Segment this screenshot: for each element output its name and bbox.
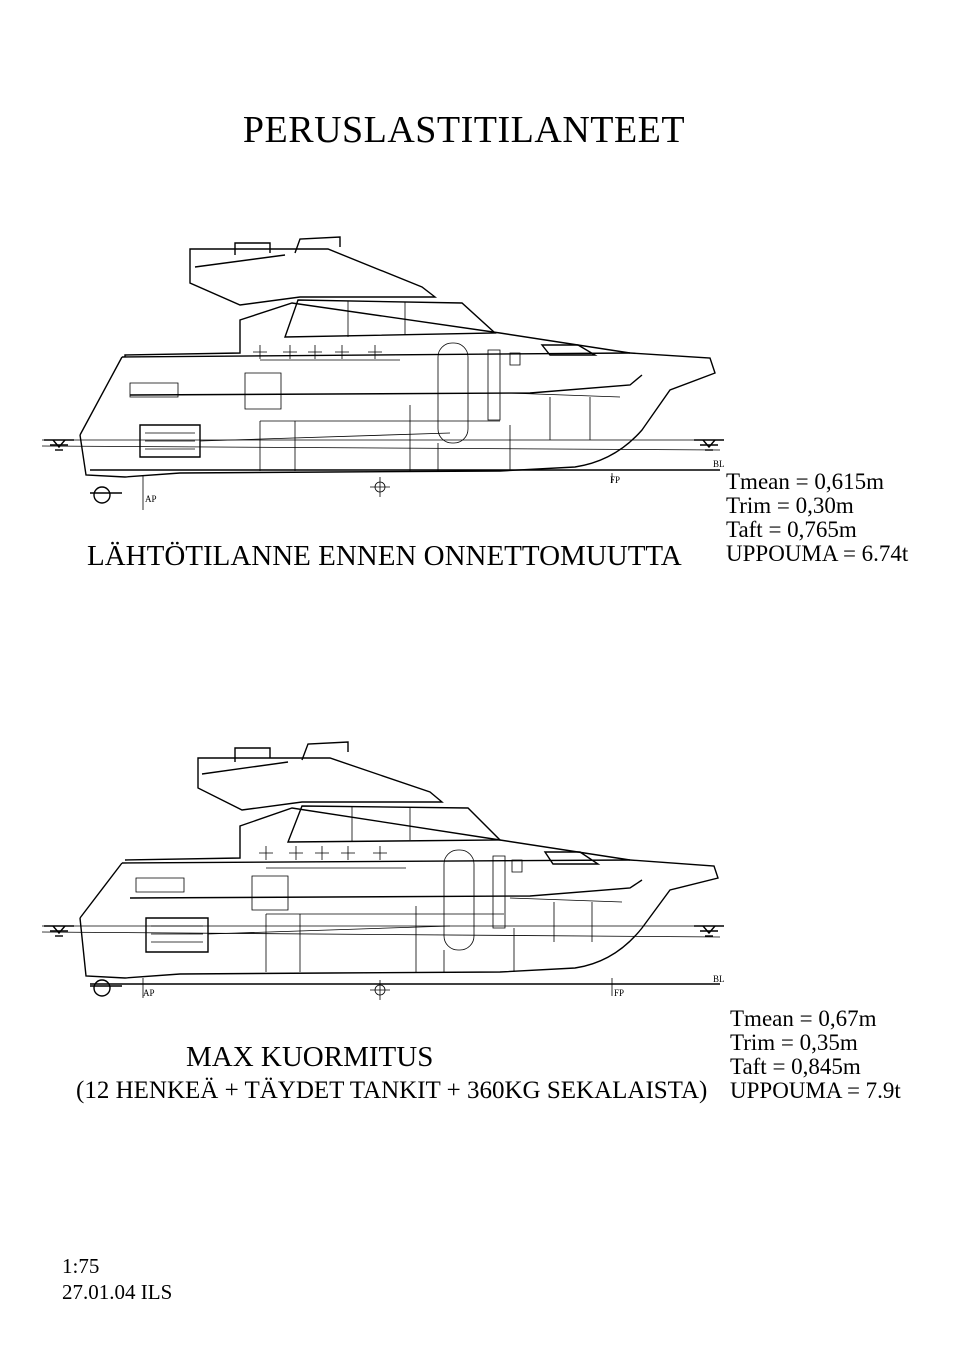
section-1-caption: LÄHTÖTILANNE ENNEN ONNETTOMUUTTA xyxy=(87,540,682,572)
sheer-line xyxy=(122,860,630,863)
ap-label: AP xyxy=(143,988,155,998)
boat-side-elevation xyxy=(42,237,725,510)
waterline-symbol-right xyxy=(694,440,724,450)
waterline-symbol-left xyxy=(44,440,74,450)
boat-side-elevation xyxy=(42,742,725,1000)
cabin-roof-line xyxy=(125,303,630,357)
date-signature: 27.01.04 ILS xyxy=(62,1280,173,1304)
propeller xyxy=(94,980,110,996)
spec-taft: Taft = 0,765m xyxy=(726,517,857,542)
boat-profile-drawing-2 xyxy=(30,728,750,1028)
boat-profile-drawing xyxy=(30,225,750,525)
spec-uppouma: UPPOUMA = 6.74t xyxy=(726,541,909,566)
hull-outline xyxy=(80,353,715,477)
flybridge-seat xyxy=(202,762,288,774)
flybridge-rail-aft xyxy=(235,748,270,762)
midship-symbol xyxy=(370,980,390,1000)
spec-tmean: Tmean = 0,615m xyxy=(726,469,884,494)
spec-trim: Trim = 0,35m xyxy=(730,1030,858,1055)
lighting-fixtures xyxy=(259,846,387,860)
transom-line xyxy=(80,357,122,435)
spec-uppouma: UPPOUMA = 7.9t xyxy=(730,1078,901,1103)
waterline-symbol-right xyxy=(694,926,724,936)
waterline-trimmed xyxy=(42,932,720,937)
rub-rail xyxy=(130,880,642,898)
shaft xyxy=(208,926,450,934)
rub-rail xyxy=(130,375,642,395)
section-2-caption: MAX KUORMITUS xyxy=(186,1041,434,1073)
propeller xyxy=(94,487,110,503)
midship-symbol xyxy=(370,477,390,497)
section-1-specs xyxy=(726,470,908,566)
page-title: PERUSLASTITILANTEET xyxy=(242,109,686,151)
bl-label: BL xyxy=(713,974,725,984)
spec-taft: Taft = 0,845m xyxy=(730,1054,861,1079)
ap-label: AP xyxy=(145,494,157,504)
section-2-subcaption: (12 HENKEÄ + TÄYDET TANKIT + 360KG SEKALAISTA) xyxy=(76,1077,708,1104)
fp-label: FP xyxy=(610,475,621,485)
flybridge-seat xyxy=(195,255,285,267)
helm-panel xyxy=(493,856,505,928)
flybridge-rail-fwd xyxy=(302,742,348,760)
flybridge xyxy=(190,249,435,305)
section-2-specs xyxy=(730,1007,901,1103)
waterline-trimmed xyxy=(42,446,720,450)
transom-line xyxy=(80,863,122,918)
fp-label: FP xyxy=(614,988,625,998)
galley-stove xyxy=(245,373,281,409)
flybridge xyxy=(198,758,442,810)
helm-panel xyxy=(488,350,500,420)
spec-trim: Trim = 0,30m xyxy=(726,493,854,518)
engine xyxy=(146,918,208,952)
aft-window xyxy=(136,878,184,892)
scale-label: 1:75 xyxy=(62,1254,100,1278)
lighting-fixtures xyxy=(253,345,382,359)
galley-stove xyxy=(252,876,288,910)
spec-tmean: Tmean = 0,67m xyxy=(730,1006,877,1031)
saloon-windows xyxy=(285,300,495,337)
bl-label: BL xyxy=(713,459,725,469)
waterline-symbol-left xyxy=(44,926,74,936)
